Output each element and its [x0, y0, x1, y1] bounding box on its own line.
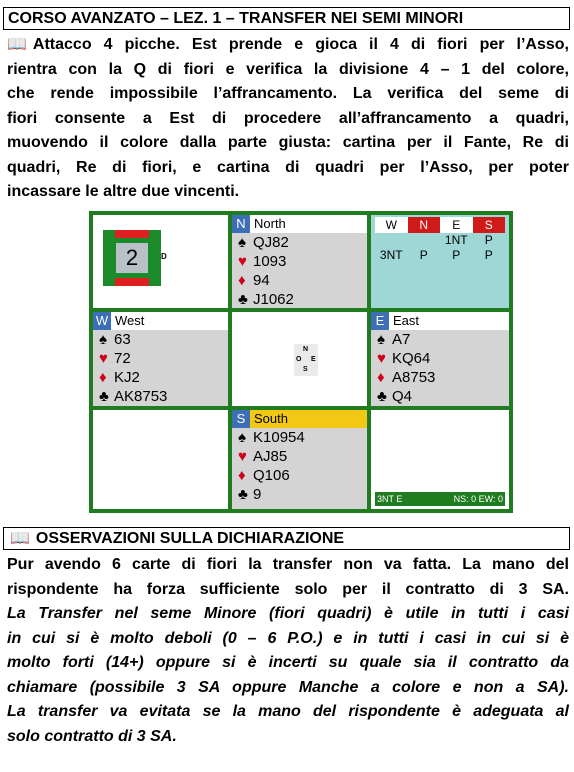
hearts-holding: 72: [114, 350, 131, 367]
south-hand: [232, 410, 367, 509]
bid: [408, 233, 441, 248]
observations-title: OSSERVAZIONI SULLA DICHIARAZIONE: [35, 530, 345, 547]
seat-name: West: [115, 313, 145, 328]
diamond-icon: ♦: [238, 272, 246, 289]
empty-cell: [93, 410, 228, 509]
diamonds-holding: Q106: [253, 467, 290, 484]
play-line: 📖 Attacco 4 picche. Est prende e gioca il 4 di fiori per l’Asso,: [7, 33, 569, 58]
club-icon: ♣: [99, 388, 109, 405]
diamonds-holding: KJ2: [114, 369, 140, 386]
obs-italic-line: chiamare (possibile 3 SA oppure Manche a colore e non a SA).: [7, 678, 569, 696]
spades-holding: K10954: [253, 429, 305, 446]
spades-holding: A7: [392, 331, 411, 348]
heart-icon: ♥: [238, 448, 247, 465]
observations-text: [7, 553, 569, 749]
play-line: quadri, Re di fiori, e cartina di quadri per l’Asso, per poter: [7, 158, 569, 176]
bid: P: [452, 248, 461, 262]
bridge-deal-board: [89, 211, 513, 513]
obs-italic-line: solo contratto di 3 SA.: [7, 727, 177, 745]
heart-icon: ♥: [377, 350, 386, 367]
section-header-observations: [3, 527, 570, 550]
club-icon: ♣: [238, 486, 248, 503]
bid: 1NT: [444, 233, 468, 247]
club-icon: ♣: [377, 388, 387, 405]
bid: [375, 233, 408, 248]
hearts-holding: KQ64: [392, 350, 431, 367]
bid: 3NT: [379, 248, 403, 262]
contract-result: 3NT E: [377, 494, 403, 504]
bid: P: [484, 248, 493, 262]
north-hand: [232, 215, 367, 308]
dealer-label: D: [161, 252, 167, 261]
clubs-holding: Q4: [392, 388, 413, 405]
diamond-icon: ♦: [377, 369, 385, 386]
spade-icon: ♠: [238, 429, 246, 446]
lesson-title: CORSO AVANZATO – LEZ. 1 – TRANSFER NEI SEMI MINORI: [8, 10, 464, 27]
board-number-box: [103, 230, 167, 286]
spade-icon: ♠: [238, 234, 246, 251]
board-number: 2: [116, 243, 148, 273]
seat-letter: N: [232, 215, 250, 233]
seat-letter: W: [93, 312, 111, 330]
play-line: incassare le altre due vincenti.: [7, 183, 240, 200]
seat-name: East: [393, 313, 420, 328]
bidding-table: [375, 217, 505, 263]
club-icon: ♣: [238, 291, 248, 308]
spades-holding: 63: [114, 331, 131, 348]
seat-name: North: [254, 216, 286, 231]
open-book-icon: 📖: [7, 36, 27, 53]
table-center: [232, 312, 367, 406]
result-cell: [371, 410, 509, 509]
bid-header-n: N: [408, 217, 441, 233]
obs-line: rispondente ha forza sufficiente solo per il contratto di 3 SA.: [7, 580, 569, 598]
heart-icon: ♥: [238, 253, 247, 270]
bid: P: [484, 233, 493, 247]
seat-letter: E: [371, 312, 389, 330]
play-line: rientra con la Q di fiori e verifica la divisione 4 – 1 del colore,: [7, 60, 569, 78]
hearts-holding: 1093: [253, 253, 287, 270]
board-info-cell: [93, 215, 228, 308]
west-hand: [93, 312, 228, 406]
hearts-holding: AJ85: [253, 448, 288, 465]
play-line: muovendo il colore dalla parte giusta: cartina per il Fante, Re di: [7, 134, 569, 151]
east-hand: [371, 312, 509, 406]
section-header-lesson: [3, 7, 570, 30]
seat-letter: S: [232, 410, 250, 428]
obs-italic-line: La Transfer nel seme Minore (fiori quadri) è utile in tutti i casi: [7, 605, 569, 622]
obs-line: Pur avendo 6 carte di fiori la transfer non va fatta. La mano del: [7, 556, 569, 573]
bid-header-w: W: [375, 217, 408, 233]
seat-name: South: [254, 411, 288, 426]
obs-italic-line: La transfer va evitata se la mano del rispondente è adeguata al: [7, 703, 569, 720]
score-result: NS: 0 EW: 0: [453, 494, 503, 504]
compass-icon: N O E S: [294, 344, 318, 376]
bid-header-e: E: [440, 217, 473, 233]
heart-icon: ♥: [99, 350, 108, 367]
spade-icon: ♠: [377, 331, 385, 348]
diamonds-holding: 94: [253, 272, 270, 289]
clubs-holding: 9: [253, 486, 262, 503]
clubs-holding: AK8753: [114, 388, 168, 405]
result-bar: [375, 492, 505, 506]
open-book-icon: 📖: [10, 530, 30, 547]
bidding-cell: [371, 215, 509, 308]
spade-icon: ♠: [99, 331, 107, 348]
obs-italic-line: molto forti (14+) oppure si è incerti su quale sia il contratto da: [7, 654, 569, 671]
diamond-icon: ♦: [238, 467, 246, 484]
bid: P: [419, 248, 428, 262]
play-line: che rende impossibile l’affrancamento. La verifica del seme di: [7, 85, 569, 102]
play-description: [7, 33, 569, 205]
diamond-icon: ♦: [99, 369, 107, 386]
bid-header-s: S: [473, 217, 506, 233]
play-line: fiori consente a Est di procedere all’affrancamento a quadri,: [7, 109, 569, 127]
clubs-holding: J1062: [253, 291, 294, 308]
spades-holding: QJ82: [253, 234, 289, 251]
obs-italic-line: in cui si è molto deboli (0 – 6 P.O.) e in tutti i casi in cui si è: [7, 629, 569, 647]
diamonds-holding: A8753: [392, 369, 436, 386]
